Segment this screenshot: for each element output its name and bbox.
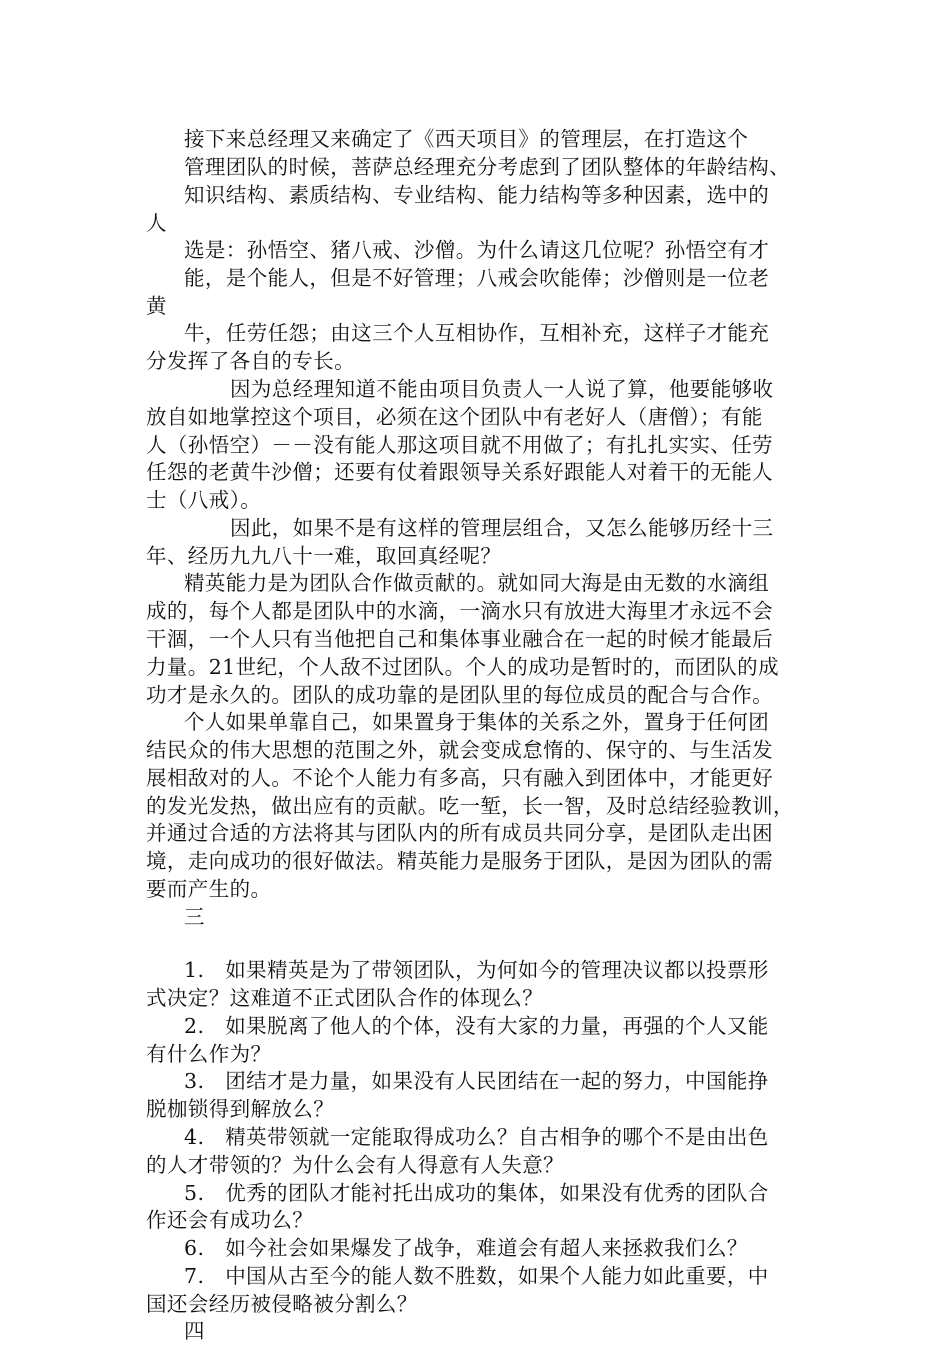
text-line: 年、经历九九八十一难，取回真经呢？ <box>146 544 502 568</box>
text-line: 管理团队的时候，菩萨总经理充分考虑到了团队整体的年龄结构、 <box>184 155 791 179</box>
list-item: 有什么作为？ <box>146 1042 272 1066</box>
text-line: 人（孙悟空）－－没有能人那这项目就不用做了；有扎扎实实、任劳 <box>146 433 773 457</box>
text-line: 要而产生的。 <box>146 877 272 901</box>
text-line: 任怨的老黄牛沙僧；还要有仗着跟领导关系好跟能人对着干的无能人 <box>146 460 773 484</box>
list-item: 的人才带领的？为什么会有人得意有人失意？ <box>146 1153 564 1177</box>
list-item: 4. 精英带领就一定能取得成功么？自古相争的哪个不是由出色 <box>184 1125 769 1149</box>
text-line: 的发光发热，做出应有的贡献。吃一堑，长一智，及时总结经验教训， <box>146 794 794 818</box>
text-line: 人 <box>146 211 167 235</box>
list-item: 脱枷锁得到解放么？ <box>146 1097 335 1121</box>
list-item: 2. 如果脱离了他人的个体，没有大家的力量，再强的个人又能 <box>184 1014 769 1038</box>
text-line: 能，是个能人，但是不好管理；八戒会吹能俸；沙僧则是一位老 <box>184 266 770 290</box>
text-line: 知识结构、素质结构、专业结构、能力结构等多种因素，选中的 <box>184 183 770 207</box>
text-line: 力量。21世纪，个人敌不过团队。个人的成功是暂时的，而团队的成 <box>146 655 779 679</box>
text-line: 因此，如果不是有这样的管理层组合，又怎么能够历经十三 <box>230 516 774 540</box>
text-line: 牛，任劳任怨；由这三个人互相协作，互相补充，这样子才能充 <box>184 321 770 345</box>
text-line: 个人如果单靠自己，如果置身于集体的关系之外，置身于任何团 <box>184 710 770 734</box>
text-line: 精英能力是为团队合作做贡献的。就如同大海是由无数的水滴组 <box>184 571 770 595</box>
text-line: 成的，每个人都是团队中的水滴，一滴水只有放进大海里才永远不会 <box>146 599 773 623</box>
text-line: 展相敌对的人。不论个人能力有多高，只有融入到团体中，才能更好 <box>146 766 773 790</box>
text-line: 士（八戒）。 <box>146 488 262 512</box>
text-line: 功才是永久的。团队的成功靠的是团队里的每位成员的配合与合作。 <box>146 683 773 707</box>
text-line: 选是：孙悟空、猪八戒、沙僧。为什么请这几位呢？孙悟空有才 <box>184 238 770 262</box>
text-line: 放自如地掌控这个项目，必须在这个团队中有老好人（唐僧）；有能 <box>146 405 763 429</box>
section-heading: 三 <box>184 905 205 929</box>
text-line: 结民众的伟大思想的范围之外，就会变成怠惰的、保守的、与生活发 <box>146 738 773 762</box>
list-item: 作还会有成功么？ <box>146 1208 314 1232</box>
list-item: 3. 团结才是力量，如果没有人民团结在一起的努力，中国能挣 <box>184 1069 769 1093</box>
section-heading: 四 <box>184 1319 205 1343</box>
text-line: 分发挥了各自的专长。 <box>146 349 355 373</box>
list-item: 式决定？这难道不正式团队合作的体现么？ <box>146 986 544 1010</box>
list-item: 7. 中国从古至今的能人数不胜数，如果个人能力如此重要，中 <box>184 1264 769 1288</box>
text-line: 黄 <box>146 294 167 318</box>
list-item: 国还会经历被侵略被分割么？ <box>146 1292 418 1316</box>
text-line: 接下来总经理又来确定了《西天项目》的管理层，在打造这个 <box>184 127 749 151</box>
text-line: 境，走向成功的很好做法。精英能力是服务于团队，是因为团队的需 <box>146 849 773 873</box>
list-item: 6. 如今社会如果爆发了战争，难道会有超人来拯救我们么？ <box>184 1236 748 1260</box>
list-item: 5. 优秀的团队才能衬托出成功的集体，如果没有优秀的团队合 <box>184 1181 769 1205</box>
list-item: 1. 如果精英是为了带领团队，为何如今的管理决议都以投票形 <box>184 958 769 982</box>
text-line: 因为总经理知道不能由项目负责人一人说了算，他要能够收 <box>230 377 774 401</box>
text-line: 并通过合适的方法将其与团队内的所有成员共同分享，是团队走出困 <box>146 821 773 845</box>
text-line: 干涸，一个人只有当他把自己和集体事业融合在一起的时候才能最后 <box>146 627 773 651</box>
